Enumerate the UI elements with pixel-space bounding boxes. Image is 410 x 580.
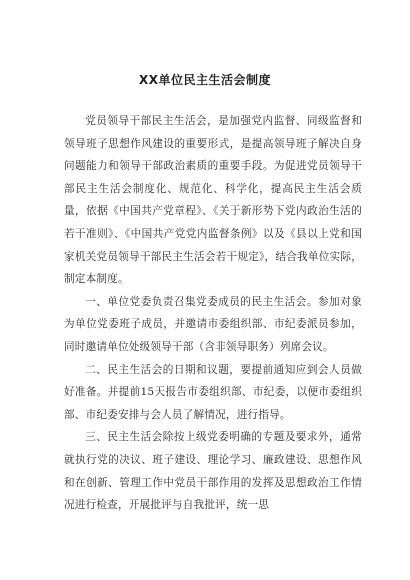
paragraph-item-1: 一、单位党委负责召集党委成员的民主生活会。参加对象为单位党委班子成员，并邀请市委组织部、市纪委派员参加，同时邀请单位处级领导干部（含非领导职务）列席会议。 xyxy=(64,295,362,353)
paragraph-intro: 党员领导干部民主生活会，是加强党内监督、同级监督和领导班子思想作风建设的重要形式，是提高领导班子解决自身问题能力和领导干部政治素质的重要手段。为促进党员领导干部民主生活会制度化、规范化、科学化，提高民主生活会质量，依据《中国共产党章程》、《关于新形势下党内政治生活的若干准则》、《中国共产党党内监督条例》以及《县以上党和国家机关党员领导干部民主生活会若干规定》，结合我单位实际，制定本制度。 xyxy=(64,115,362,286)
document-title: XX单位民主生活会制度 xyxy=(138,73,271,87)
paragraph-item-2: 二、民主生活会的日期和议题，要提前通知应到会人员做好准备。并提前15天报告市委组织部、市纪委，以便市委组织部、市纪委安排与会人员了解情况，进行指导。 xyxy=(64,363,362,421)
paragraph-item-3: 三、民主生活会除按上级党委明确的专题及要求外，通常就执行党的决议、班子建设、理论学习、廉政建设、思想作风和在创新、管理工作中党员干部作用的发挥及思想政治工作情况进行检查，开展批评与自我批评，统一思 xyxy=(64,431,362,512)
document-body xyxy=(64,110,362,517)
